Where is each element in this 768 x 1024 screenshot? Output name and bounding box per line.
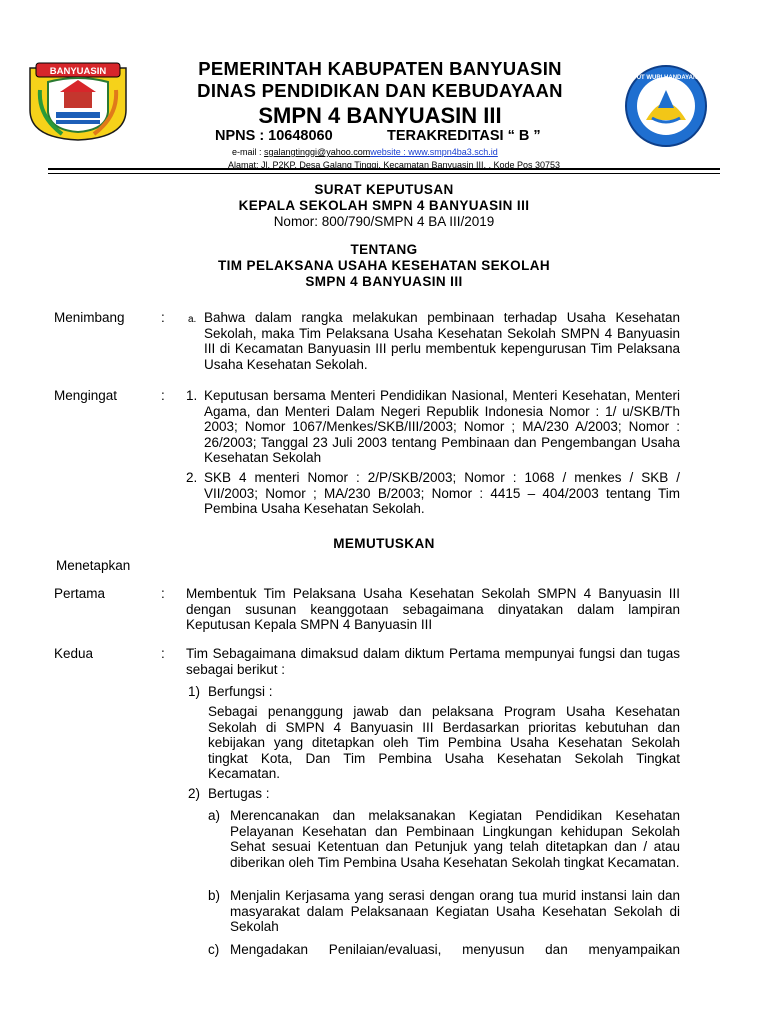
govt-name: PEMERINTAH KABUPATEN BANYUASIN [198,58,562,79]
kedua-label: Kedua [54,646,94,661]
tugas-a-text: Merencanakan dan melaksanakan Kegiatan Pendidikan Kesehatan Pelayanan Kesehatan dan Pembinaan Lingkungan kehidupan Sekolah Sehat sesuai Ketentuan dan Petunjuk yang telah ditetapkan dan / atau diberikan oleh Tim Pembina Usaha Kesehatan Sekolah tingkat Kecamatan. [230,808,680,870]
tugas-title: Bertugas : [208,786,270,801]
kedua-colon: : [161,646,165,661]
contact-line [232,147,498,157]
tugas-b-text: Menjalin Kerjasama yang serasi dengan orang tua murid instansi lain dan masyarakat dalam Pelaksanaan Kegiatan Usaha Kesehatan Sekolah di Sekolah [230,888,680,935]
tut-wuri-handayani-logo [624,64,708,148]
header-rule-thick [48,168,720,170]
doc-issuer: KEPALA SEKOLAH SMPN 4 BANYUASIN III [238,198,530,213]
school-name: SMPN 4 BANYUASIN III [258,103,502,128]
menimbang-item-a: Bahwa dalam rangka melakukan pembinaan terhadap Usaha Kesehatan Sekolah, maka Tim Pelaksana Usaha Kesehatan Sekolah SMPN 4 Banyuasin III di Kecamatan Banyuasin III perlu membentuk kepengurusan Tim Pelaksana Usaha Kesehatan Sekolah. [204,310,680,372]
tugas-b-marker: b) [208,888,221,903]
menimbang-label: Menimbang [54,310,125,325]
email-label: e-mail : [232,147,265,157]
banyuasin-logo [26,60,130,142]
menimbang-item-a-marker: a. [188,314,197,325]
fungsi-title: Berfungsi : [208,684,273,699]
subject-line1: TIM PELAKSANA USAHA KESEHATAN SEKOLAH [217,258,551,273]
mengingat-label: Mengingat [54,388,118,403]
tentang-heading: TENTANG [350,242,418,257]
tugas-c-text: Mengadakan Penilaian/evaluasi, menyusun dan menyampaikan [230,942,680,957]
letterhead [140,58,620,170]
mengingat-colon: : [161,388,165,403]
tugas-marker: 2) [188,786,201,801]
tugas-a-marker: a) [208,808,221,823]
mengingat-item2-marker: 2. [186,470,198,485]
fungsi-text: Sebagai penanggung jawab dan pelaksana Program Usaha Kesehatan Sekolah di SMPN 4 Banyuasin III Berdasarkan prioritas kebutuhan dan kebijakan yang ditetapkan oleh Tim Pembina Usaha Kesehatan Sekolah tingkat Kota, Dan Tim Pembina Usaha Kesehatan Sekolah Tingkat Kecamatan. [208,704,680,782]
accreditation: TERAKREDITASI “ B ” [387,128,541,144]
npsn: NPNS : 10648060 [215,128,333,144]
subject-line2: SMPN 4 BANYUASIN III [305,274,463,289]
logo-right-text: TUT WURI HANDAYANI [633,75,699,81]
menetapkan-label: Menetapkan [56,558,131,573]
logo-left-text: BANYUASIN [49,66,107,77]
doc-type: SURAT KEPUTUSAN [314,182,454,197]
mengingat-item2: SKB 4 menteri Nomor : 2/P/SKB/2003; Nomor : 1068 / menkes / SKB / VII/2003; Nomor ; MA/230 B/2003; Nomor : 4415 – 404/2003 tentang Tim Pembina Usaha Kesehatan Sekolah. [204,470,680,517]
website-link[interactable]: website : www.smpn4ba3.sch.id [370,147,498,157]
kedua-intro: Tim Sebagaimana dimaksud dalam diktum Pertama mempunyai fungsi dan tugas sebagai berikut : [186,646,680,677]
doc-number: Nomor: 800/790/SMPN 4 BA III/2019 [273,214,495,229]
address: Alamat: Jl. P2KP, Desa Galang Tinggi, Kecamatan Banyuasin III, , Kode Pos 30753 [228,160,561,170]
pertama-text: Membentuk Tim Pelaksana Usaha Kesehatan Sekolah SMPN 4 Banyuasin III dengan susunan keanggotaan sebagaimana dinyatakan dalam lampiran Keputusan Kepala SMPN 4 Banyuasin III [186,586,680,633]
menimbang-colon: : [161,310,165,325]
tugas-c-marker: c) [208,942,220,957]
dept-name: DINAS PENDIDIKAN DAN KEBUDAYAAN [197,80,563,101]
mengingat-item1: Keputusan bersama Menteri Pendidikan Nasional, Menteri Kesehatan, Menteri Agama, dan Menteri Dalam Negeri Republik Indonesia Nomor : 1/ u/SKB/Th 2003; Nomor 1067/Menkes/SKB/III/2003; Nomor ; MA/230 A/2003; Nomor : 26/2003; Tanggal 23 Juli 2003 tentang Pembinaan dan Pengembangan Usaha Kesehatan Sekolah [204,388,680,466]
pertama-label: Pertama [54,586,106,601]
fungsi-marker: 1) [188,684,201,699]
email-address[interactable]: sgalangtinggi@yahoo.com [264,147,371,157]
memutuskan-heading: MEMUTUSKAN [333,536,435,551]
pertama-colon: : [161,586,165,601]
mengingat-item1-marker: 1. [186,388,198,403]
header-rule-thin [48,173,720,174]
